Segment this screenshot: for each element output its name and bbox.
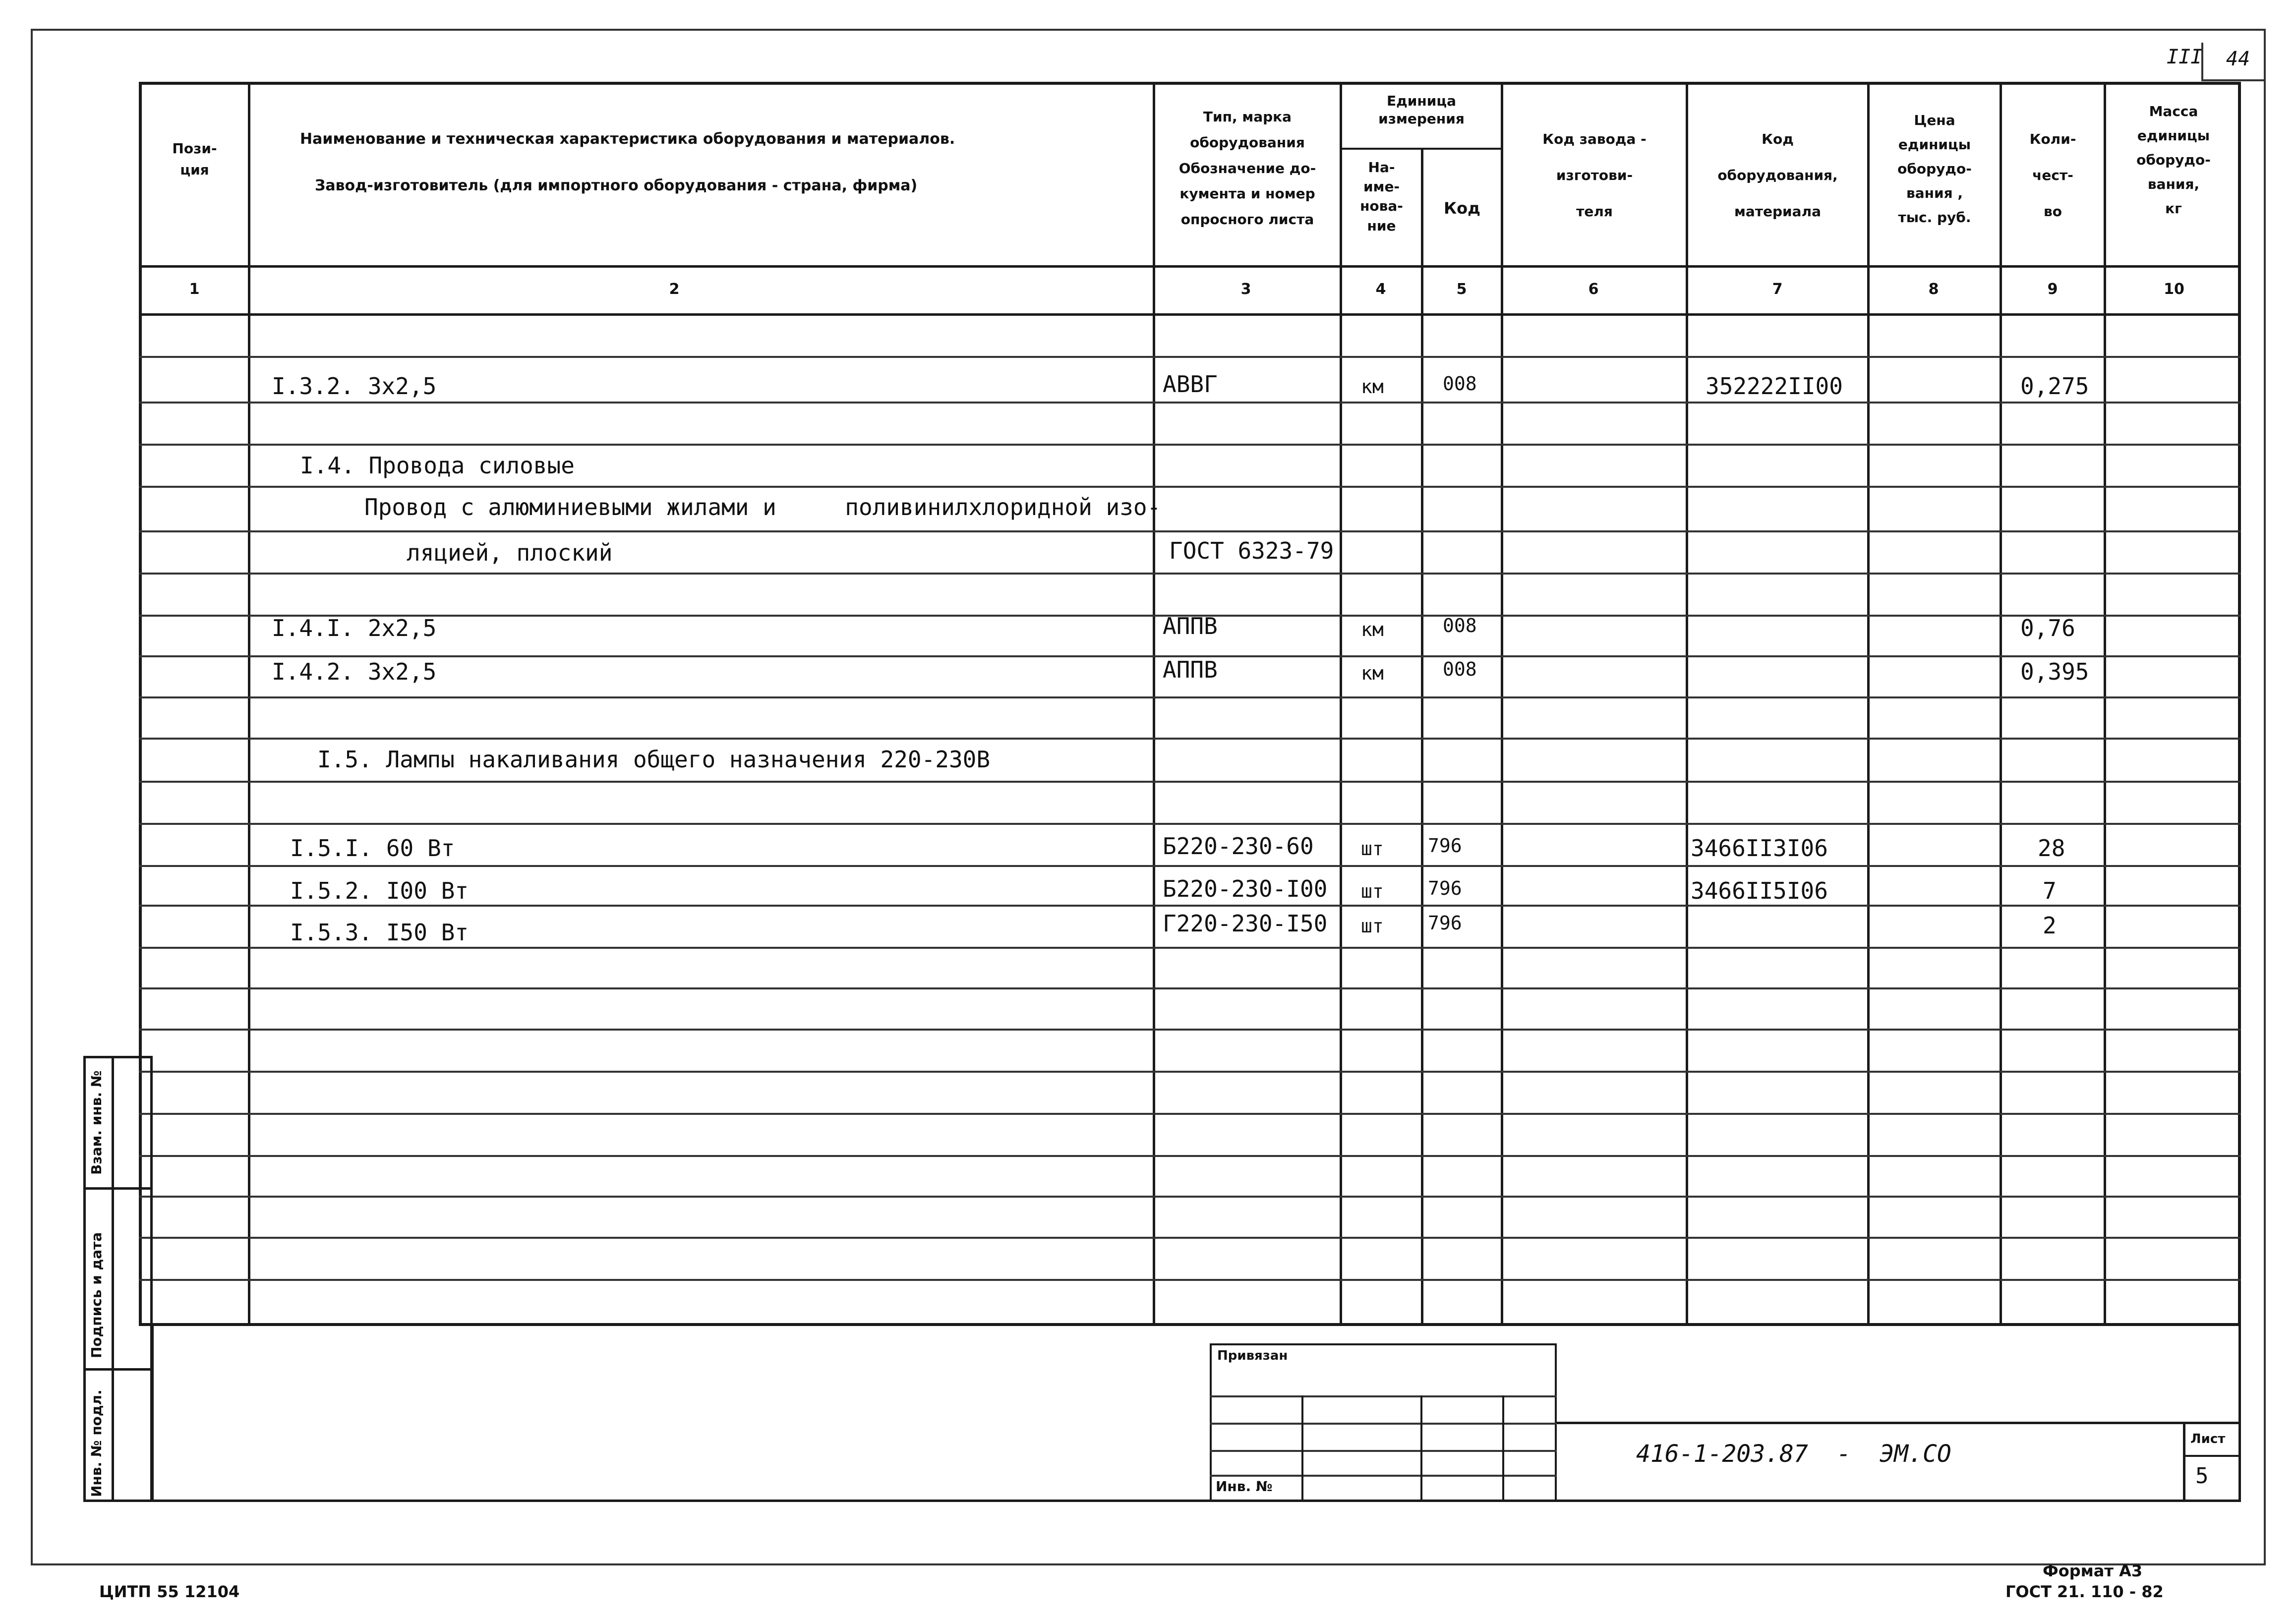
row-type: Б220-230-60 bbox=[1163, 833, 1314, 860]
row-line bbox=[139, 1237, 2241, 1239]
binding-stamp-col bbox=[1502, 1395, 1504, 1502]
row-description: Провод с алюминиевыми жилами и поливинилхлоридной изо- bbox=[364, 494, 1161, 520]
row-line bbox=[139, 696, 2241, 698]
header-name-line2: Завод-изготовитель (для импортного оборудования - страна, фирма) bbox=[315, 177, 918, 194]
header-unit-name: На- име- нова- ние bbox=[1360, 159, 1403, 234]
side-label-signature-date: Подпись и дата bbox=[88, 1232, 105, 1358]
col-number-2: 2 bbox=[669, 281, 680, 298]
binding-stamp-label: Привязан bbox=[1217, 1348, 1288, 1363]
header-unit-group: Единица измерения bbox=[1378, 93, 1465, 127]
row-name: I.5.I. 60 Вт bbox=[290, 835, 455, 862]
side-label-replace-inv: Взам. инв. № bbox=[88, 1070, 105, 1175]
col-number-3: 3 bbox=[1240, 281, 1251, 298]
row-line bbox=[139, 738, 2241, 740]
row-line bbox=[139, 823, 2241, 825]
row-line bbox=[139, 865, 2241, 867]
row-description: ляцией, плоский bbox=[407, 539, 613, 566]
col-line-1 bbox=[248, 82, 250, 1326]
row-material-code: 3466II5I06 bbox=[1691, 877, 1828, 904]
header-mass: Масса единицы оборудо- вания, кг bbox=[2136, 103, 2211, 217]
col-number-8: 8 bbox=[1928, 281, 1939, 298]
col-line-6 bbox=[1686, 82, 1688, 1326]
row-quantity: 0,76 bbox=[2020, 615, 2075, 641]
col-line-4 bbox=[1421, 148, 1423, 1326]
row-quantity: 28 bbox=[2038, 835, 2065, 862]
row-quantity: 7 bbox=[2043, 877, 2057, 904]
binding-stamp-inv: Инв. № bbox=[1216, 1478, 1273, 1495]
header-name-line1: Наименование и техническая характеристика оборудования и материалов. bbox=[300, 130, 955, 148]
binding-stamp-line bbox=[1210, 1423, 1557, 1425]
row-line bbox=[139, 1113, 2241, 1115]
binding-stamp-line bbox=[1210, 1475, 1557, 1477]
footer-gost: ГОСТ 21. 110 - 82 bbox=[2005, 1582, 2164, 1601]
row-name: I.5.3. I50 Вт bbox=[290, 919, 469, 946]
col-number-9: 9 bbox=[2047, 281, 2058, 298]
doc-code-top-line bbox=[1557, 1422, 2241, 1424]
col-number-1: 1 bbox=[189, 281, 200, 298]
row-quantity: 0,395 bbox=[2020, 658, 2089, 685]
row-unit: км bbox=[1361, 662, 1384, 684]
header-material-code: Код оборудования, материала bbox=[1717, 131, 1838, 220]
row-line bbox=[139, 1155, 2241, 1157]
binding-stamp-line bbox=[1210, 1450, 1557, 1452]
header-price: Цена единицы оборудо- вания , тыс. руб. bbox=[1897, 112, 1972, 226]
row-unit: шт bbox=[1361, 880, 1384, 902]
row-unit-code: 008 bbox=[1443, 615, 1477, 636]
row-name: I.4.I. 2х2,5 bbox=[272, 615, 437, 641]
binding-stamp-col bbox=[1301, 1395, 1303, 1502]
col-number-10: 10 bbox=[2164, 281, 2184, 298]
row-line bbox=[139, 486, 2241, 488]
row-section-title: I.4. Провода силовые bbox=[300, 452, 575, 479]
row-line bbox=[139, 356, 2241, 358]
row-unit: км bbox=[1361, 376, 1384, 398]
binding-stamp-col bbox=[1420, 1395, 1422, 1502]
header-unit-code: Код bbox=[1444, 199, 1480, 218]
row-name: I.3.2. 3х2,5 bbox=[272, 373, 437, 400]
row-unit: шт bbox=[1361, 915, 1384, 937]
row-quantity: 2 bbox=[2043, 912, 2057, 939]
col-line-7 bbox=[1867, 82, 1870, 1326]
sheet-label: Лист bbox=[2190, 1432, 2226, 1446]
corner-page-number: 44 bbox=[2226, 48, 2250, 70]
row-line bbox=[139, 947, 2241, 949]
row-type: АВВГ bbox=[1163, 371, 1218, 398]
row-type: Г220-230-I50 bbox=[1163, 910, 1328, 937]
row-type: ГОСТ 6323-79 bbox=[1169, 537, 1334, 564]
row-line bbox=[139, 1071, 2241, 1073]
row-material-code: 352222II00 bbox=[1706, 373, 1843, 400]
row-type: АППВ bbox=[1163, 613, 1218, 639]
sheet-box-line bbox=[2183, 1455, 2241, 1457]
col-number-5: 5 bbox=[1456, 281, 1467, 298]
footer-left-code: ЦИТП 55 12104 bbox=[99, 1582, 240, 1601]
row-unit-code: 008 bbox=[1443, 658, 1477, 680]
row-line bbox=[139, 1279, 2241, 1281]
binding-stamp-line bbox=[1210, 1395, 1557, 1397]
header-bottom-line bbox=[139, 265, 2241, 268]
row-line bbox=[139, 402, 2241, 404]
row-unit-code: 008 bbox=[1443, 373, 1477, 395]
header-type: Тип, марка оборудования Обозначение до- кумента и номер опросного листа bbox=[1178, 109, 1316, 228]
footer-format: Формат А3 bbox=[2043, 1561, 2143, 1580]
left-stamp-line bbox=[83, 1187, 153, 1190]
row-line bbox=[139, 573, 2241, 575]
row-type: АППВ bbox=[1163, 656, 1218, 683]
bottom-frame bbox=[151, 1324, 2241, 1502]
row-name: I.4.2. 3х2,5 bbox=[272, 658, 437, 685]
row-quantity: 0,275 bbox=[2020, 373, 2089, 400]
header-quantity: Коли- чест- во bbox=[2029, 131, 2076, 220]
row-line bbox=[139, 987, 2241, 989]
numbers-row-bottom-line bbox=[139, 313, 2241, 316]
col-line-3 bbox=[1340, 82, 1342, 1326]
col-line-5 bbox=[1501, 82, 1503, 1326]
row-unit-code: 796 bbox=[1428, 877, 1462, 899]
row-line bbox=[139, 781, 2241, 783]
side-label-inv-original: Инв. № подл. bbox=[88, 1389, 105, 1497]
header-position: Пози- ция bbox=[172, 140, 217, 178]
header-plant-code: Код завода - изготови- теля bbox=[1542, 131, 1647, 220]
row-line bbox=[139, 444, 2241, 446]
col-number-4: 4 bbox=[1375, 281, 1386, 298]
corner-roman: III bbox=[2167, 46, 2203, 68]
col-line-2 bbox=[1153, 82, 1155, 1326]
row-section-title: I.5. Лампы накаливания общего назначения 220-230В bbox=[317, 746, 991, 773]
unit-group-line bbox=[1340, 148, 1501, 150]
row-line bbox=[139, 905, 2241, 907]
row-line bbox=[139, 1196, 2241, 1198]
row-line bbox=[139, 530, 2241, 532]
row-unit-code: 796 bbox=[1428, 835, 1462, 857]
row-unit: км bbox=[1361, 619, 1384, 640]
sheet-number: 5 bbox=[2195, 1463, 2209, 1489]
row-unit: шт bbox=[1361, 838, 1384, 860]
main-table-frame bbox=[139, 82, 2241, 1326]
row-type: Б220-230-I00 bbox=[1163, 875, 1328, 902]
col-line-9 bbox=[2104, 82, 2106, 1326]
col-number-7: 7 bbox=[1772, 281, 1783, 298]
row-material-code: 3466II3I06 bbox=[1691, 835, 1828, 862]
row-name: I.5.2. I00 Вт bbox=[290, 877, 469, 904]
document-code: 416-1-203.87 - ЭМ.СО bbox=[1636, 1440, 1951, 1468]
col-number-6: 6 bbox=[1588, 281, 1599, 298]
left-stamp-divider bbox=[112, 1056, 114, 1502]
left-stamp-line bbox=[83, 1368, 153, 1371]
row-line bbox=[139, 1029, 2241, 1031]
row-unit-code: 796 bbox=[1428, 912, 1462, 934]
col-line-8 bbox=[2000, 82, 2002, 1326]
